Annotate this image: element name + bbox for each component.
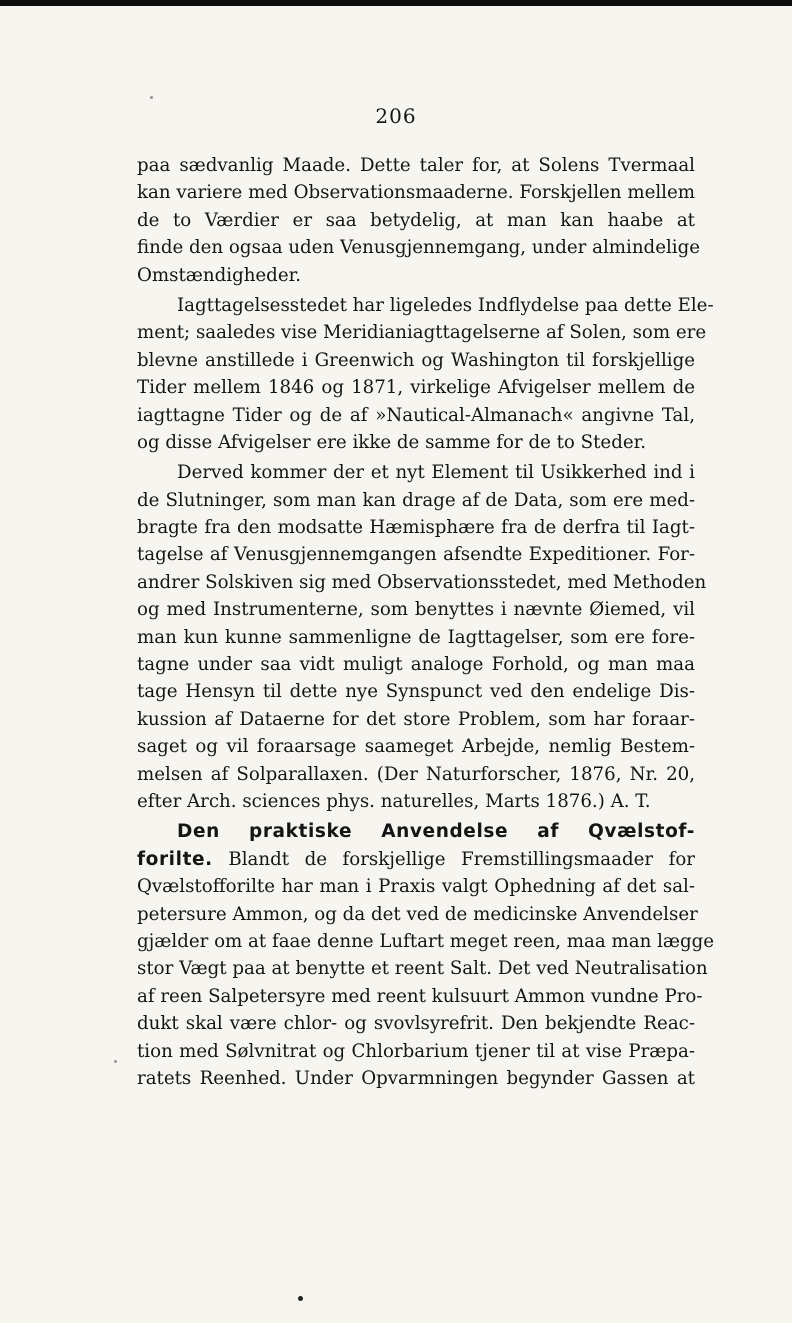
text-line: tagne under saa vidt muligt analoge Forhold, og man maa	[137, 654, 695, 676]
page-number: 206	[375, 104, 417, 128]
text-line: dukt skal være chlor- og svovlsyrefrit. Den bekjendte Reac-	[137, 1013, 695, 1035]
body-text	[137, 152, 715, 1092]
text-line: blevne anstillede i Greenwich og Washington til forskjellige	[137, 349, 695, 371]
scan-speck	[150, 96, 153, 99]
scan-top-edge	[0, 0, 792, 6]
text-line: Iagttagelsesstedet har ligeledes Indflydelse paa dette Ele-	[177, 294, 714, 316]
ink-dot	[298, 1296, 303, 1301]
text-line: tage Hensyn til dette nye Synspunct ved den endelige Dis-	[137, 681, 695, 703]
text-line: af reen Salpetersyre med reent kulsuurt Ammon vundne Pro-	[137, 985, 703, 1007]
text-line: kussion af Dataerne for det store Problem, som har foraar-	[137, 708, 695, 730]
text-line: Tider mellem 1846 og 1871, virkelige Afvigelser mellem de	[137, 377, 695, 399]
text-line: ment; saaledes vise Meridianiagttagelserne af Solen, som ere	[137, 322, 707, 344]
text-run: Blandt de forskjellige Fremstillingsmaader for	[228, 848, 695, 870]
text-line: tion med Sølvnitrat og Chlorbarium tjener til at vise Præpa-	[137, 1040, 695, 1062]
section-heading: Den praktiske Anvendelse af Qvælstof-	[177, 821, 695, 843]
text-line	[137, 846, 695, 873]
section-heading-continuation: forilte.	[137, 848, 213, 870]
text-line: gjælder om at faae denne Luftart meget reen, maa man lægge	[137, 930, 715, 952]
text-line: Omstændigheder.	[137, 264, 302, 286]
text-line: Qvælstofforilte har man i Praxis valgt Ophedning af det sal-	[137, 876, 695, 898]
text-line: kan variere med Observationsmaaderne. Forskjellen mellem	[137, 182, 695, 204]
text-line: tagelse af Venusgjennemgangen afsendte Expeditioner. For-	[137, 544, 695, 566]
text-line: andrer Solskiven sig med Observationsstedet, med Methoden	[137, 571, 707, 593]
paragraph-2	[137, 292, 714, 456]
text-line: iagttagne Tider og de af »Nautical-Almanach« angivne Tal,	[137, 404, 695, 426]
text-line: og disse Afvigelser ere ikke de samme for de to Steder.	[137, 431, 647, 453]
paragraph-1	[137, 152, 701, 289]
text-line: stor Vægt paa at benytte et reent Salt. Det ved Neutralisation	[137, 958, 708, 980]
text-line: man kun kunne sammenligne de Iagttagelser, som ere fore-	[137, 626, 695, 648]
text-line: bragte fra den modsatte Hæmisphære fra de derfra til Iagt-	[137, 517, 695, 539]
paragraph-3	[137, 459, 707, 815]
text-line: de to Værdier er saa betydelig, at man kan haabe at	[137, 209, 695, 231]
text-line: de Slutninger, som man kan drage af de Data, som ere med-	[137, 489, 695, 511]
text-line: paa sædvanlig Maade. Dette taler for, at Solens Tvermaal	[137, 155, 695, 176]
text-line: ratets Reenhed. Under Opvarmningen begynder Gassen at	[137, 1067, 695, 1089]
section-qvaelstofforilte	[137, 818, 715, 1092]
text-line: melsen af Solparallaxen. (Der Naturforscher, 1876, Nr. 20,	[137, 763, 695, 785]
text-line: efter Arch. sciences phys. naturelles, Marts 1876.) A. T.	[137, 790, 651, 812]
text-line: finde den ogsaa uden Venusgjennemgang, under almindelige	[137, 237, 701, 259]
text-line: og med Instrumenterne, som benyttes i nævnte Øiemed, vil	[137, 599, 695, 621]
text-line: Derved kommer der et nyt Element til Usikkerhed ind i	[177, 462, 695, 484]
text-line: saget og vil foraarsage saameget Arbejde, nemlig Bestem-	[137, 736, 695, 758]
scan-speck	[114, 1060, 117, 1063]
text-line: petersure Ammon, og da det ved de medicinske Anvendelser	[137, 903, 698, 925]
